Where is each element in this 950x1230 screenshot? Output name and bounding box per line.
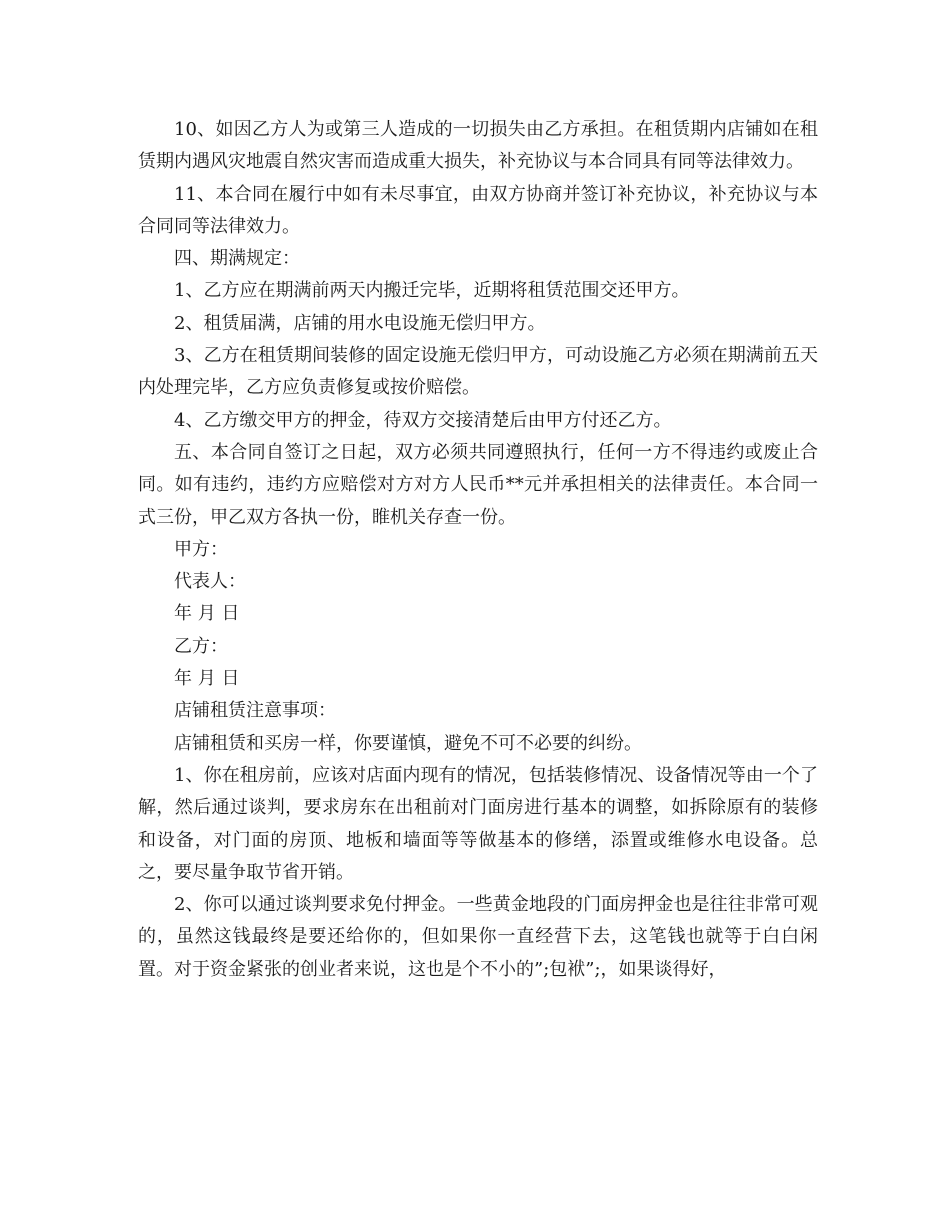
section-heading-expiry: 四、期满规定：	[174, 248, 300, 270]
paragraph-expiry-2: 2、租赁届满，店铺的用水电设施无偿归甲方。	[174, 312, 546, 334]
signature-party-a: 甲方：	[174, 538, 228, 560]
signature-date-a: 年 月 日	[174, 603, 240, 625]
paragraph-expiry-4: 4、乙方缴交甲方的押金，待双方交接清楚后由甲方付还乙方。	[174, 409, 672, 431]
paragraph-expiry-3: 3、乙方在租赁期间装修的固定设施无偿归甲方，可动设施乙方必须在期满前五天内处理完毕，乙方应负责修复或按价赔偿。	[138, 345, 818, 399]
signature-date-b: 年 月 日	[174, 668, 240, 690]
paragraph-notes-intro: 店铺租赁和买房一样，你要谨慎，避免不可不必要的纠纷。	[174, 732, 642, 754]
signature-representative: 代表人：	[174, 571, 246, 593]
section-heading-notes: 店铺租赁注意事项：	[174, 700, 336, 722]
document-body	[138, 114, 818, 986]
paragraph-notes-1: 1、你在租房前，应该对店面内现有的情况，包括装修情况、设备情况等由一个了解，然后通过谈判，要求房东在出租前对门面房进行基本的调整，如拆除原有的装修和设备，对门面的房顶、地板和墙面等等做基本的修缮，添置或维修水电设备。总之，要尽量争取节省开销。	[138, 764, 818, 883]
paragraph-clause-11: 11、本合同在履行中如有未尽事宜，由双方协商并签订补充协议，补充协议与本合同同等法律效力。	[138, 183, 818, 237]
paragraph-notes-2: 2、你可以通过谈判要求免付押金。一些黄金地段的门面房押金也是往往非常可观的，虽然这钱最终是要还给你的，但如果你一直经营下去，这笔钱也就等于白白闲置。对于资金紧张的创业者来说，这也是个不小的”;包袱”;，如果谈得好，	[138, 894, 818, 980]
paragraph-expiry-1: 1、乙方应在期满前两天内搬迁完毕，近期将租赁范围交还甲方。	[174, 280, 690, 302]
signature-party-b: 乙方：	[174, 635, 228, 657]
paragraph-section-5: 五、本合同自签订之日起，双方必须共同遵照执行，任何一方不得违约或废止合同。如有违约，违约方应赔偿对方对方人民币**元并承担相关的法律责任。本合同一式三份，甲乙双方各执一份，睢机关存查一份。	[138, 441, 818, 528]
paragraph-clause-10: 10、如因乙方人为或第三人造成的一切损失由乙方承担。在租赁期内店铺如在租赁期内遇风灾地震自然灾害而造成重大损失，补充协议与本合同具有同等法律效力。	[138, 119, 818, 173]
